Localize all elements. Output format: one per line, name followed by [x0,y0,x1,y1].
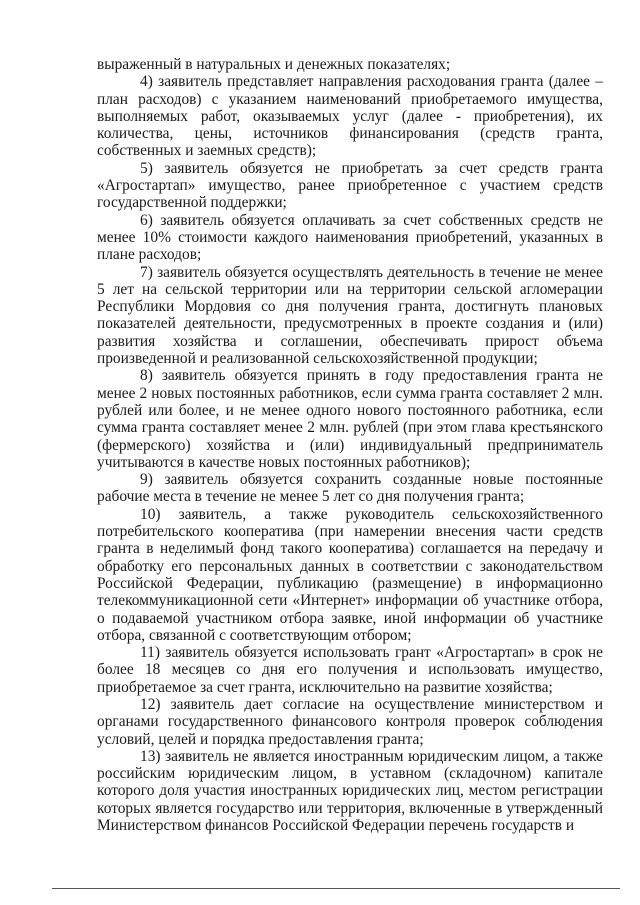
paragraph-item-5: 5) заявитель обязуется не приобретать за счет средств гранта «Агростартап» имущество, ранее приобретенное с участием средств государственной поддержки; [97,159,603,212]
paragraph-item-12: 12) заявитель дает согласие на осуществление министерством и органами государственного финансового контроля проверок соблюдения условий, целей и порядка предоставления гранта; [97,695,603,748]
paragraph-item-7: 7) заявитель обязуется осуществлять деятельность в течение не менее 5 лет на сельской территории или на территории сельской агломерации Республики Мордовия со дня получения гранта, достигнуть плановых показателей деятельности, предусмотренных в проекте создания и (или) развития хозяйства и соглашении, обеспечивать прирост объема произведенной и реализованной сельскохозяйственной продукции; [97,263,603,368]
paragraph-item-9: 9) заявитель обязуется сохранить созданные новые постоянные рабочие места в течение не менее 5 лет со дня получения гранта; [97,471,603,506]
paragraph-item-10: 10) заявитель, а также руководитель сельскохозяйственного потребительского кооператива (при намерении внесения части средств гранта в неделимый фонд такого кооператива) соглашается на передачу и обработку его персональных данных в соответствии с законодательством Российской Федерации, публикацию (размещение) в информационно телекоммуникационной сети «Интернет» информации об участнике отбора, о подаваемой участником отбора заявке, иной информации об участнике отбора, связанной с соответствующим отбором; [97,505,603,644]
paragraph-item-8: 8) заявитель обязуется принять в году предоставления гранта не менее 2 новых постоянных работников, если сумма гранта составляет 2 млн. рублей или более, и не менее одного нового постоянного работника, если сумма гранта составляет менее 2 млн. рублей (при этом глава крестьянского (фермерского) хозяйства и (или) индивидуальный предприниматель учитываются в качестве новых постоянных работников); [97,367,603,471]
footer-divider [52,888,620,889]
paragraph-item-11: 11) заявитель обязуется использовать грант «Агростартап» в срок не более 18 месяцев со дня его получения и использовать имущество, приобретаемое за счет гранта, исключительно на развитие хозяйства; [97,644,603,696]
paragraph-item-4: 4) заявитель представляет направления расходования гранта (далее – план расходов) с указанием наименований приобретаемого имущества, выполняемых работ, оказываемых услуг (далее - приобретения), их количества, цены, источников финансирования (средств гранта, собственных и заемных средств); [97,73,603,160]
paragraph-item-6: 6) заявитель обязуется оплачивать за счет собственных средств не менее 10% стоимости каждого наименования приобретений, указанных в плане расходов; [97,211,603,264]
document-page [97,56,603,834]
paragraph-continuation: выраженный в натуральных и денежных показателях; [97,56,451,73]
paragraph-item-13: 13) заявитель не является иностранным юридическим лицом, а также российским юридическим лицом, в уставном (складочном) капитале которого доля участия иностранных юридических лиц, местом регистрации которых является государство или территория, включенные в утвержденный Министерством финансов Российской Федерации перечень государств и [97,747,603,835]
